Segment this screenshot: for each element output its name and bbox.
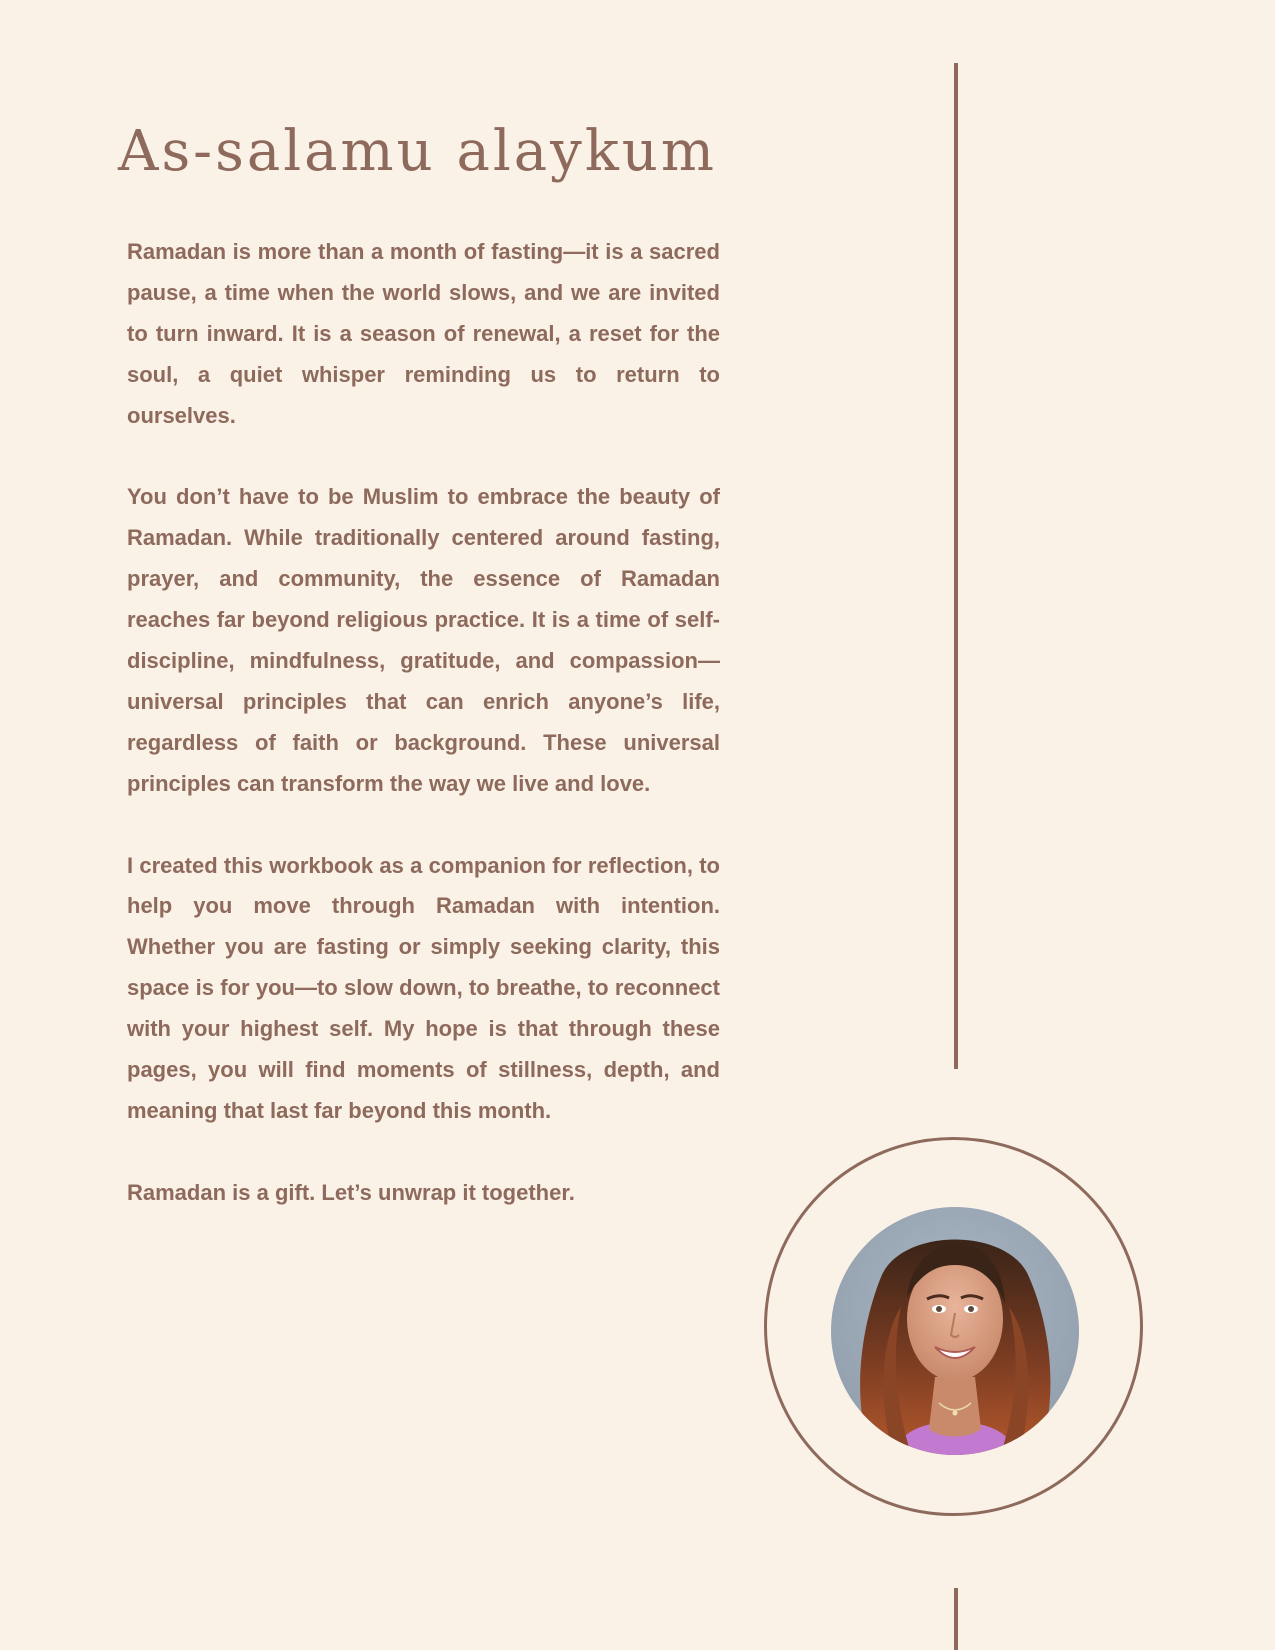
decorative-vertical-line-bottom [954,1588,958,1650]
paragraph-1: Ramadan is more than a month of fasting—it is a sacred pause, a time when the world slows, and we are invited to turn inward. It is a season of renewal, a reset for the soul, a quiet whisper reminding us to return to ourselves. [127,239,720,428]
decorative-vertical-line-top [954,63,958,1069]
page-title: As-salamu alaykum [118,119,717,184]
intro-text [127,232,720,1214]
author-portrait [831,1207,1079,1455]
paragraph-2: You don’t have to be Muslim to embrace the beauty of Ramadan. While traditionally centered around fasting, prayer, and community, the essence of Ramadan reaches far beyond religious practice. It is a time of self-discipline, mindfulness, gratitude, and compassion—universal principles that can enrich anyone’s life, regardless of faith or background. These universal principles can transform the way we live and love. [127,484,720,796]
portrait-image-icon [831,1207,1079,1455]
paragraph-3: I created this workbook as a companion for reflection, to help you move through Ramadan with intention. Whether you are fasting or simply seeking clarity, this space is for you—to slow down, to breathe, to reconnect with your highest self. My hope is that through these pages, you will find moments of stillness, depth, and meaning that last far beyond this month. [127,852,720,1123]
closing-line: Ramadan is a gift. Let’s unwrap it together. [127,1179,575,1205]
